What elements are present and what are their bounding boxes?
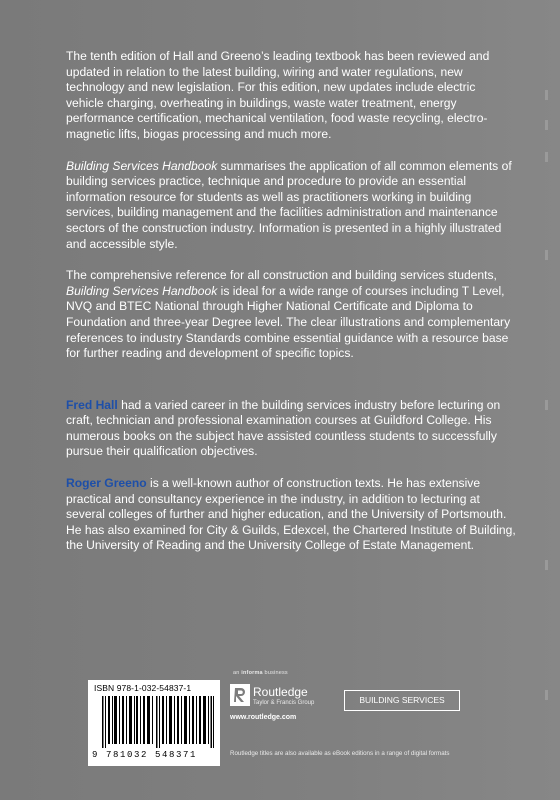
book-title: Building Services Handbook [66,283,218,298]
description-paragraph-1: The tenth edition of Hall and Greeno’s leading textbook has been reviewed and updated in relation to the latest building, wiring and water regulations, new technology and new legislation. For this edition, new updates include electric vehicle charging, overheating in buildings, waste water treatment, energy performance certification, mechanical ventilation, food waste recycling, electro-magnetic lifts, biogas processing and much more. [66,49,490,141]
author-bio-2 [66,476,516,554]
routledge-logo-icon [230,684,250,706]
informa-tagline: an informa business [233,670,288,676]
spine-marks [540,90,554,730]
category-badge: BUILDING SERVICES [344,690,460,711]
author-name: Fred Hall [66,397,118,412]
book-title: Building Services Handbook [66,158,218,173]
publisher-url[interactable]: www.routledge.com [230,714,297,721]
barcode [88,680,220,766]
description-paragraph-3 [66,268,516,362]
ebook-note: Routledge titles are also available as eBook editions in a range of digital formats [230,750,450,757]
author-name: Roger Greeno [66,476,147,491]
description-paragraph-3-start: The comprehensive reference for all construction and building services students, [66,268,497,283]
publisher-subtitle: Taylor & Francis Group [253,700,315,706]
isbn: ISBN 978-1-032-54837-1 [94,683,192,693]
description-paragraph-3-text: is ideal for a wide range of courses including T Level, NVQ and BTEC National through Higher National Certificate and Diploma to Foundation and three-year Degree level. The clear illustrations and complementary references to industry Standards combine essential guidance with a resource base for further reading and development of specific topics. [66,283,511,361]
spacer [66,378,516,398]
description-text [66,49,516,570]
author-bio-text: is a well-known author of construction texts. He has extensive practical and consultancy experience in the industry, in addition to lecturing at several colleges of further and higher education, and the University of Portsmouth. He has also examined for City & Guilds, Edexcel, the Chartered Institute of Building, the University of Reading and the University College of Estate Management. [66,476,516,553]
barcode-number: 9 781032 548371 [92,750,198,760]
author-bio-1 [66,398,516,460]
author-bio-text: had a varied career in the building services industry before lecturing on craft, technician and professional examination courses at Guildford College. His numerous books on the subject have assisted countless students to successfully pursue their qualification objectives. [66,397,501,459]
description-paragraph-2 [66,159,516,253]
description-paragraph-2-text: summarises the application of all common elements of building services practice, technique and procedure to provide an essential information resource for students as well as practitioners working in building services, building management and the facilities administration and maintenance sectors of the construction industry. Information is presented in a highly illustrated and accessible style. [66,158,512,251]
publisher-name: Routledge [253,685,308,699]
barcode-bars [102,696,214,748]
footer [0,660,560,800]
